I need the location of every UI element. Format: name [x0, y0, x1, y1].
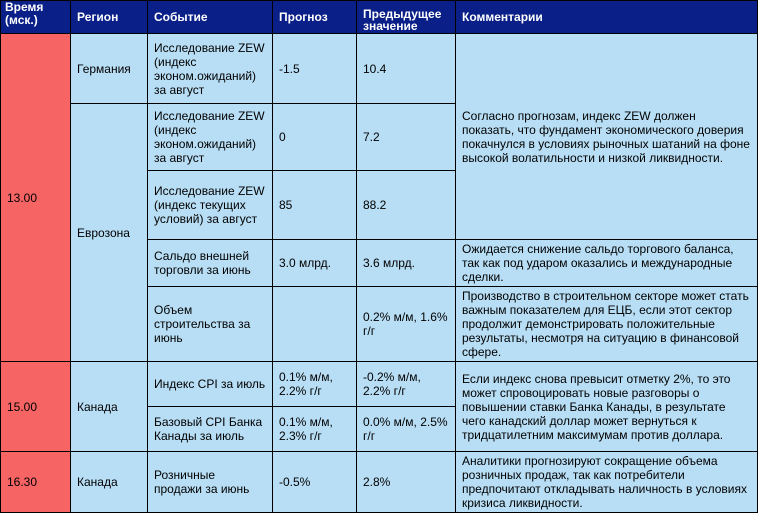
comment-cell: Согласно прогнозам, индекс ZEW должен показать, что фундамент экономического доверия покачнулся в условиях рыночных шатаний на фоне высокой волатильности и низкой ликвидности.: [456, 34, 758, 240]
comment-cell: Если индекс снова превысит отметку 2%, то это может спровоцировать новые разговоры о повышении ставки Банка Канады, в результате чего канадский доллар может вернуться к тридцатилетним максимумам против доллара.: [456, 362, 758, 452]
header-event: Событие: [148, 1, 273, 34]
forecast-cell: -1.5: [273, 34, 357, 104]
header-previous: Предыдущее значение: [357, 1, 456, 34]
header-comments: Комментарии: [456, 1, 758, 34]
comment-cell: Аналитики прогнозируют сокращение объема розничных продаж, так как потребители предпочитают откладывать наличность в условиях кризиса ликвидности.: [456, 452, 758, 513]
comment-cell: Ожидается снижение сальдо торгового баланса, так как под ударом оказались и международные сделки.: [456, 240, 758, 287]
region-cell: Канада: [71, 452, 148, 513]
previous-cell: 0.2% м/м, 1.6% г/г: [357, 287, 456, 362]
previous-cell: 3.6 млрд.: [357, 240, 456, 287]
event-cell: Исследование ZEW (индекс эконом.ожиданий) за август: [148, 34, 273, 104]
table-row: [1, 362, 758, 407]
table-row: [1, 452, 758, 513]
header-time: Время (мск.): [1, 1, 71, 34]
region-cell: Германия: [71, 34, 148, 104]
time-cell: 13.00: [1, 34, 71, 362]
forecast-cell: 3.0 млрд.: [273, 240, 357, 287]
time-cell: 15.00: [1, 362, 71, 452]
table-row: [1, 34, 758, 104]
forecast-cell: 0: [273, 104, 357, 171]
forecast-cell: 0.1% м/м, 2.3% г/г: [273, 407, 357, 452]
forecast-cell: -0.5%: [273, 452, 357, 513]
forecast-cell: 85: [273, 171, 357, 240]
event-cell: Исследование ZEW (индекс текущих условий) за август: [148, 171, 273, 240]
event-cell: Базовый CPI Банка Канады за июль: [148, 407, 273, 452]
comment-cell: Производство в строительном секторе может стать важным показателем для ЕЦБ, если этот сектор продолжит демонстрировать положительные результаты, несмотря на ситуацию в финансовой сфере.: [456, 287, 758, 362]
region-cell: Канада: [71, 362, 148, 452]
previous-cell: 7.2: [357, 104, 456, 171]
event-cell: Сальдо внешней торговли за июнь: [148, 240, 273, 287]
event-cell: Индекс CPI за июль: [148, 362, 273, 407]
forecast-cell: [273, 287, 357, 362]
previous-cell: 88.2: [357, 171, 456, 240]
header-row: [1, 1, 758, 34]
header-forecast: Прогноз: [273, 1, 357, 34]
previous-cell: -0.2% м/м, 2.2% г/г: [357, 362, 456, 407]
header-region: Регион: [71, 1, 148, 34]
event-cell: Розничные продажи за июнь: [148, 452, 273, 513]
previous-cell: 0.0% м/м, 2.5% г/г: [357, 407, 456, 452]
forecast-cell: 0.1% м/м, 2.2% г/г: [273, 362, 357, 407]
time-cell: 16.30: [1, 452, 71, 513]
previous-cell: 10.4: [357, 34, 456, 104]
previous-cell: 2.8%: [357, 452, 456, 513]
event-cell: Объем строительства за июнь: [148, 287, 273, 362]
event-cell: Исследование ZEW (индекс эконом.ожиданий) за август: [148, 104, 273, 171]
region-cell: Еврозона: [71, 104, 148, 362]
